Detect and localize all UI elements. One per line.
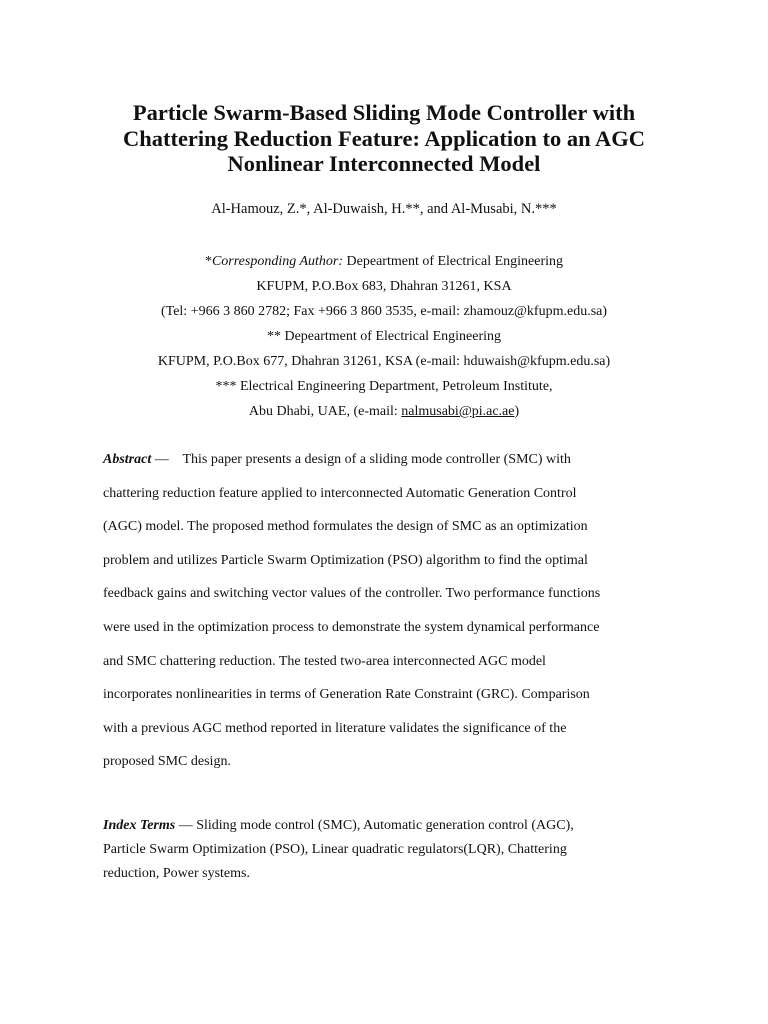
title-line-2: Chattering Reduction Feature: Application to an AGC	[122, 125, 646, 151]
index-terms-text: — Sliding mode control (SMC), Automatic generation control (AGC),	[175, 818, 574, 833]
corresponding-department: Depeartment of Electrical Engineering	[343, 254, 564, 269]
index-terms-line	[103, 814, 703, 838]
third-author-address	[0, 399, 768, 424]
abstract-line: and SMC chattering reduction. The tested two-area interconnected AGC model	[103, 653, 546, 669]
index-terms-line: Particle Swarm Optimization (PSO), Linear quadratic regulators(LQR), Chattering	[103, 842, 567, 857]
third-author-email-link[interactable]: nalmusabi@pi.ac.ae	[401, 404, 515, 419]
abstract-section	[103, 443, 683, 779]
abstract-line	[103, 443, 683, 477]
abstract-line: chattering reduction feature applied to interconnected Automatic Generation Control	[103, 485, 577, 501]
second-author-department: ** Depeartment of Electrical Engineering	[266, 329, 501, 344]
abstract-line: proposed SMC design.	[103, 754, 231, 770]
third-author-department: *** Electrical Engineering Department, Petroleum Institute,	[215, 379, 553, 394]
third-address-prefix: Abu Dhabi, UAE, (e-mail:	[248, 404, 402, 419]
corresponding-marker: *	[204, 254, 212, 269]
title-line-1: Particle Swarm-Based Sliding Mode Controller with	[132, 100, 636, 125]
corresponding-address: KFUPM, P.O.Box 683, Dhahran 31261, KSA	[256, 279, 512, 294]
abstract-label: Abstract	[103, 452, 152, 467]
title-line-3: Nonlinear Interconnected Model	[227, 151, 541, 176]
second-author-address: KFUPM, P.O.Box 677, Dhahran 31261, KSA (e-mail: hduwaish@kfupm.edu.sa)	[157, 354, 611, 369]
corresponding-contact: (Tel: +966 3 860 2782; Fax +966 3 860 3535, e-mail: zhamouz@kfupm.edu.sa)	[160, 304, 608, 319]
abstract-line: problem and utilizes Particle Swarm Optimization (PSO) algorithm to find the optimal	[103, 552, 588, 568]
index-terms-line: reduction, Power systems.	[103, 866, 250, 881]
corresponding-author-label: Corresponding Author:	[211, 254, 344, 269]
paper-title	[60, 100, 708, 177]
corresponding-author-line	[0, 249, 768, 274]
abstract-text: This paper presents a design of a sliding mode controller (SMC) with	[182, 452, 571, 467]
author-list: Al-Hamouz, Z.*, Al-Duwaish, H.**, and Al-Musabi, N.***	[211, 201, 557, 217]
affiliations	[0, 249, 768, 424]
third-address-suffix: )	[514, 404, 520, 419]
abstract-dash: —	[151, 452, 183, 467]
index-terms-label: Index Terms	[103, 818, 176, 833]
abstract-line: were used in the optimization process to demonstrate the system dynamical performance	[103, 619, 600, 635]
abstract-line: incorporates nonlinearities in terms of Generation Rate Constraint (GRC). Comparison	[103, 687, 590, 703]
abstract-line: with a previous AGC method reported in literature validates the significance of the	[103, 720, 567, 736]
index-terms-section	[103, 814, 703, 886]
abstract-line: feedback gains and switching vector values of the controller. Two performance functions	[103, 586, 601, 602]
abstract-line: (AGC) model. The proposed method formulates the design of SMC as an optimization	[103, 519, 588, 535]
